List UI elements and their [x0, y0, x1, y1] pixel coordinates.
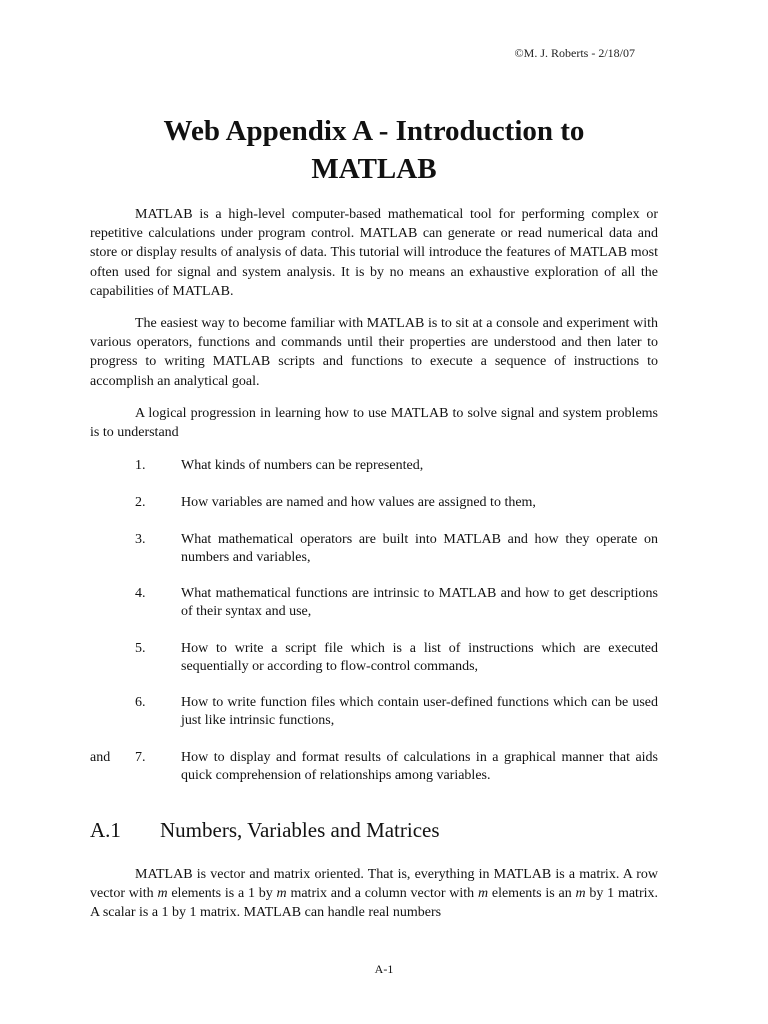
list-text: How to write a script file which is a list of instructions which are executed sequentially or according to flow-control commands,: [181, 641, 658, 674]
text-run: MATLAB is vector and matrix oriented. That is, everything in MATLAB is a matrix. A row vector with: [90, 867, 658, 902]
math-variable: m: [157, 886, 168, 902]
list-text: How variables are named and how values are assigned to them,: [181, 495, 536, 510]
title-line-2: MATLAB: [311, 153, 437, 185]
intro-paragraph: MATLAB is a high-level computer-based mathematical tool for performing complex or repetitive calculations under program control. MATLAB can generate or read numerical data and store or display results of analysis of data. This tutorial will introduce the features of MATLAB most often used for signal and system analysis. It is by no means an exhaustive exploration of all the capabilities of MATLAB.: [90, 207, 658, 299]
list-number: 7.: [135, 750, 146, 765]
list-text: What mathematical functions are intrinsic to MATLAB and how to get descriptions of their syntax and use,: [181, 586, 658, 619]
math-variable: m: [575, 886, 586, 902]
progression-paragraph: A logical progression in learning how to use MATLAB to solve signal and system problems is to understand: [90, 406, 658, 441]
math-variable: m: [276, 886, 287, 902]
list-number: 4.: [135, 586, 146, 601]
list-lead-word: and: [90, 750, 111, 765]
approach-paragraph: The easiest way to become familiar with MATLAB is to sit at a console and experiment with various operators, functions and commands until their properties are understood and then later to progress to writing MATLAB scripts and functions to execute a sequence of instructions to accomplish an analytical goal.: [90, 316, 658, 389]
list-text: How to write function files which contain user-defined functions which can be used just like intrinsic functions,: [181, 695, 658, 728]
math-variable: m: [477, 886, 489, 902]
list-number: 3.: [135, 532, 146, 547]
document-title: [90, 112, 658, 188]
text-run: elements is a 1 by: [167, 886, 277, 902]
list-number: 6.: [135, 695, 146, 710]
page-number: A-1: [374, 962, 394, 976]
section-heading: [90, 818, 440, 843]
list-number: 1.: [135, 458, 146, 473]
list-text: What mathematical operators are built into MATLAB and how they operate on numbers and variables,: [181, 532, 658, 565]
text-run: elements is an: [488, 886, 576, 902]
list-number: 5.: [135, 641, 146, 656]
copyright-note: ©M. J. Roberts - 2/18/07: [514, 46, 635, 60]
section-title: Numbers, Variables and Matrices: [160, 818, 440, 842]
section-number: A.1: [90, 818, 121, 842]
list-number: 2.: [135, 495, 146, 510]
list-text: How to display and format results of calculations in a graphical manner that aids quick comprehension of relationships among variables.: [181, 750, 658, 783]
text-run: matrix and a column vector with: [286, 886, 478, 902]
title-line-1: Web Appendix A - Introduction to: [163, 115, 585, 147]
text-run: by 1 matrix. A scalar is a 1 by 1 matrix. MATLAB can handle real numbers: [90, 886, 659, 921]
list-text: What kinds of numbers can be represented,: [181, 458, 424, 473]
section-paragraph: [90, 865, 658, 923]
